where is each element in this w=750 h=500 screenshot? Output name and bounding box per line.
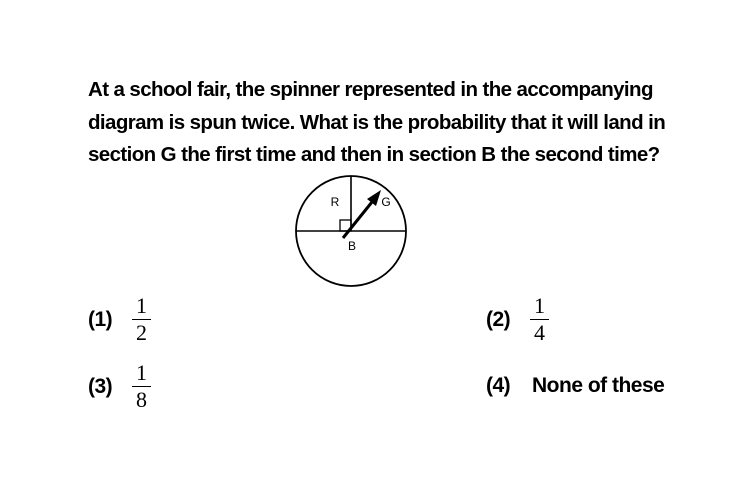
section-label-r: R [330, 195, 340, 209]
option-number: (2) [486, 307, 511, 331]
denominator: 2 [136, 320, 147, 345]
question-text: At a school fair, the spinner represented in the accompanying diagram is spun twice. What is the probability that it will land in section G the first time and then in section B the second time? [88, 78, 666, 166]
fraction [132, 362, 151, 411]
answer-option-2[interactable] [486, 295, 549, 344]
answer-option-4[interactable] [486, 374, 664, 398]
fraction [530, 295, 549, 344]
numerator: 1 [530, 295, 549, 320]
section-label-g: G [381, 195, 391, 209]
option-number: (4) [486, 374, 511, 397]
numerator: 1 [132, 295, 151, 320]
answer-option-1[interactable] [88, 295, 151, 344]
denominator: 4 [534, 320, 545, 345]
option-number: (1) [88, 307, 113, 331]
spinner-diagram [290, 170, 412, 292]
answer-option-3[interactable] [88, 362, 151, 411]
spinner-arrow-shaft [343, 197, 376, 238]
denominator: 8 [136, 387, 147, 412]
option-number: (3) [88, 374, 113, 398]
option-text: None of these [532, 374, 665, 397]
fraction [132, 295, 151, 344]
numerator: 1 [132, 362, 151, 387]
section-label-b: B [347, 239, 357, 253]
